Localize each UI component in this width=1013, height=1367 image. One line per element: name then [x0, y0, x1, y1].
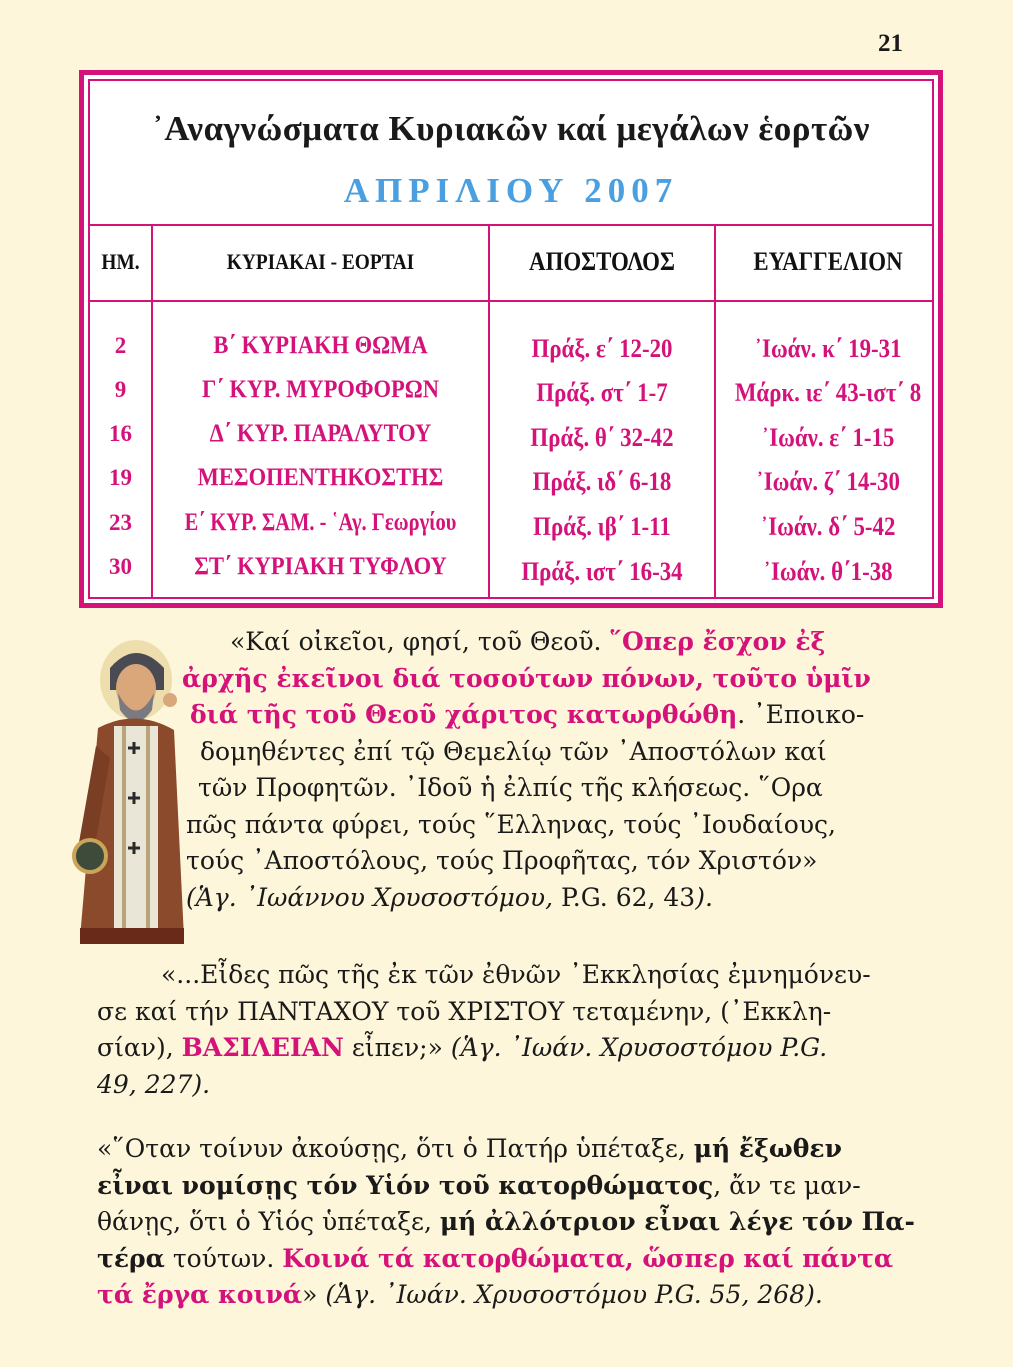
gospel-cell: ᾿Ιωάν. ζ΄ 14-30 — [756, 467, 900, 496]
feast-cell: Β΄ ΚΥΡΙΑΚΗ ΘΩΜΑ — [213, 332, 428, 359]
citation-text: P.G. 62, 43 — [553, 882, 696, 912]
quote-text: σε καί τήν ΠΑΝΤΑΧΟΥ τοῦ ΧΡΙΣΤΟΥ τεταμένην, (᾿Εκκλη- — [97, 996, 832, 1026]
feast-cell: ΣΤ΄ ΚΥΡΙΑΚΗ ΤΥΦΛΟΥ — [194, 553, 447, 580]
quote-text: «῞Οταν τοίνυν ἀκούσῃς, ὅτι ὁ Πατήρ ὑπέταξε, — [97, 1134, 694, 1163]
highlight-text: διά τῆς τοῦ Θεοῦ χάριτος κατωρθώθη — [190, 700, 738, 729]
quote-text: τῶν Προφητῶν. ᾿Ιδοῦ ἡ ἐλπίς τῆς κλήσεως. ῞Ορα — [198, 773, 823, 802]
day-cell: 19 — [109, 465, 132, 490]
quote-text: εἶπεν;» — [343, 1033, 451, 1062]
gospel-cell: ᾿Ιωάν. κ΄ 19-31 — [754, 334, 902, 363]
gospel-cell: ᾿Ιωάν. δ΄ 5-42 — [760, 512, 896, 541]
column-header-apostle: ΑΠΟΣΤΟΛΟΣ — [529, 247, 675, 276]
apostle-cell: Πράξ. στ΄ 1-7 — [536, 378, 668, 407]
day-cell: 23 — [109, 510, 132, 535]
quote-text: . ᾿Εποικο- — [737, 700, 865, 729]
feast-cell: Γ΄ ΚΥΡ. ΜΥΡΟΦΟΡΩΝ — [201, 376, 440, 403]
table-title: ᾿Αναγνώσματα Κυριακῶν καί μεγάλων ἑορτῶν — [152, 109, 870, 148]
quote-paragraph-3 — [97, 1131, 927, 1314]
highlight-text: τά ἔργα κοινά — [97, 1280, 303, 1309]
bold-text: τέρα — [97, 1243, 165, 1273]
day-cell: 9 — [114, 377, 127, 402]
quote-text: , ἄν τε μαν- — [713, 1170, 861, 1200]
citation-text: (Ἁγ. ᾿Ιωάν. Χρυσοστόμου P.G. — [450, 1033, 828, 1062]
gospel-cell: ᾿Ιωάν. ε΄ 1-15 — [761, 423, 895, 452]
saint-icon — [66, 638, 190, 948]
quote-paragraph-1 — [182, 624, 938, 916]
gospel-cell: Μάρκ. ιε΄ 43-ιστ΄ 8 — [734, 378, 922, 407]
quote-text: τούτων. — [164, 1243, 283, 1273]
readings-table-inner-border — [88, 79, 934, 599]
apostle-cell: Πράξ. ιστ΄ 16-34 — [521, 557, 683, 586]
quote-text: «...Εἶδες πῶς τῆς ἐκ τῶν ἐθνῶν ᾿Εκκλησίας ἐμνημόνευ- — [161, 960, 871, 989]
bold-text: μή ἀλλότριον εἶναι λέγε τόν Πα- — [439, 1207, 915, 1236]
highlight-text: ῞Οπερ ἔσχον ἐξ — [609, 627, 826, 656]
quote-text: » — [302, 1280, 326, 1309]
apostle-cell: Πράξ. ε΄ 12-20 — [531, 334, 673, 363]
quote-text: θάνῃς, ὅτι ὁ Υἱός ὑπέταξε, — [97, 1207, 440, 1236]
column-header-feast: ΚΥΡΙΑΚΑΙ - ΕΟΡΤΑΙ — [226, 249, 415, 274]
feast-cell: Ε΄ ΚΥΡ. ΣΑΜ. - ῾Αγ. Γεωργίου — [184, 509, 457, 536]
readings-table-frame — [79, 70, 943, 608]
quote-paragraph-2 — [97, 957, 927, 1103]
quote-text: τούς ᾿Αποστόλους, τούς Προφῆτας, τόν Χριστόν» — [186, 846, 818, 875]
quote-text: δομηθέντες ἐπί τῷ Θεμελίῳ τῶν ᾿Αποστόλων καί — [200, 736, 827, 766]
apostle-cell: Πράξ. θ΄ 32-42 — [530, 423, 674, 452]
table-month: ΑΠΡΙΛΙΟΥ 2007 — [343, 171, 679, 210]
highlight-text: ΒΑΣΙΛΕΙΑΝ — [181, 1033, 344, 1062]
feast-cell: ΜΕΣΟΠΕΝΤΗΚΟΣΤΗΣ — [197, 464, 444, 491]
highlight-text: ἀρχῆς ἐκεῖνοι διά τοσούτων πόνων, τοῦτο ὑμῖν — [182, 663, 871, 693]
citation-text: 49, 227). — [97, 1069, 211, 1099]
apostle-cell: Πράξ. ιδ΄ 6-18 — [532, 467, 672, 496]
column-header-gospel: ΕΥΑΓΓΕΛΙΟΝ — [753, 247, 903, 276]
quote-text: πῶς πάντα φύρει, τούς ῞Ελληνας, τούς ᾿Ιουδαίους, — [186, 809, 836, 839]
bold-text: μή ἔξωθεν — [693, 1134, 842, 1163]
citation-text: ). — [695, 882, 713, 912]
col-divider-3 — [714, 224, 716, 597]
col-divider-2 — [488, 224, 490, 597]
bold-text: εἶναι νομίσῃς τόν Υἱόν τοῦ κατορθώματος — [97, 1170, 714, 1200]
quote-text: «Καί οἰκεῖοι, φησί, τοῦ Θεοῦ. — [230, 627, 610, 656]
day-cell: 30 — [109, 554, 132, 579]
col-divider-1 — [151, 224, 153, 597]
apostle-cell: Πράξ. ιβ΄ 1-11 — [533, 512, 671, 541]
header-divider — [90, 300, 932, 302]
page-number: 21 — [878, 30, 903, 57]
citation-text: (Ἁγ. ᾿Ιωάννου Χρυσοστόμου, — [186, 882, 554, 912]
citation-text: (Ἁγ. ᾿Ιωάν. Χρυσοστόμου P.G. 55, 268). — [325, 1280, 823, 1309]
feast-cell: Δ΄ ΚΥΡ. ΠΑΡΑΛΥΤΟΥ — [209, 420, 432, 447]
day-cell: 16 — [109, 421, 132, 446]
gospel-cell: ᾿Ιωάν. θ΄1-38 — [763, 557, 893, 586]
day-cell: 2 — [114, 333, 127, 358]
highlight-text: Κοινά τά κατορθώματα, ὥσπερ καί πάντα — [282, 1243, 894, 1273]
quote-text: σίαν), — [97, 1033, 182, 1062]
column-header-day: ΗΜ. — [101, 249, 140, 274]
